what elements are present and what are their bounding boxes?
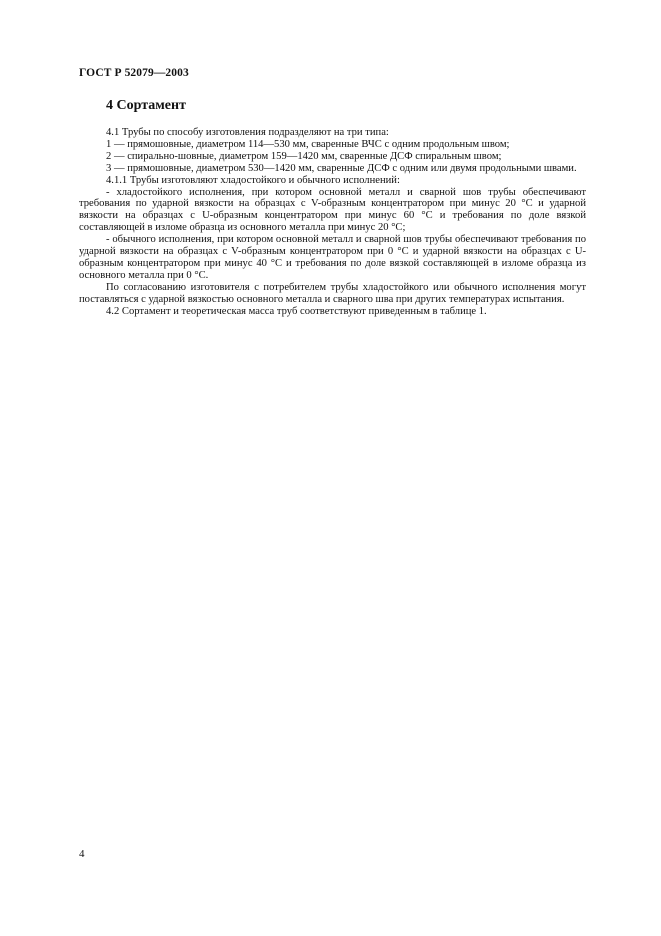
paragraph-type-1: 1 — прямошовные, диаметром 114—530 мм, сваренные ВЧС с одним продольным швом; xyxy=(106,138,510,150)
section-body xyxy=(79,127,586,318)
paragraph-type-2: 2 — спирально-шовные, диаметром 159—1420 мм, сваренные ДСФ спиральным швом; xyxy=(106,150,502,162)
paragraph-type-3: 3 — прямошовные, диаметром 530—1420 мм, сваренные ДСФ с одним или двумя продольными швами. xyxy=(106,162,577,174)
paragraph-4-1: 4.1 Трубы по способу изготовления подразделяют на три типа: xyxy=(106,127,389,138)
section-title: 4 Сортамент xyxy=(106,98,186,113)
page-number: 4 xyxy=(79,848,85,860)
document-code: ГОСТ Р 52079—2003 xyxy=(79,67,189,79)
paragraph-4-2: 4.2 Сортамент и теоретическая масса труб соответствуют приведенным в таблице 1. xyxy=(106,305,487,317)
paragraph-agreement: По согласованию изготовителя с потребителем трубы хладостойкого или обычного исполнения могут поставляться с ударной вязкостью основного металла и сварного шва при других температурах испытания. xyxy=(79,281,586,305)
paragraph-cold-resistant: - хладостойкого исполнения, при котором основной металл и сварной шов трубы обеспечивают требования по ударной вязкости на образцах с V-образным концентратором при минус 20 °С и ударной вязкости на образцах с U-образным концентратором при минус 60 °С и требования по доле вязкой составляющей в изломе образца из основного металла при минус 20 °С; xyxy=(79,186,586,234)
paragraph-ordinary: - обычного исполнения, при котором основной металл и сварной шов трубы обеспечивают требования по ударной вязкости на образцах с V-образным концентратором при 0 °С и ударной вязкости на образцах с U-образным концентратором при минус 40 °С и требования по доле вязкой составляющей в изломе образца из основного металла при 0 °С. xyxy=(79,234,586,281)
paragraph-4-1-1: 4.1.1 Трубы изготовляют хладостойкого и обычного исполнений: xyxy=(106,174,400,186)
